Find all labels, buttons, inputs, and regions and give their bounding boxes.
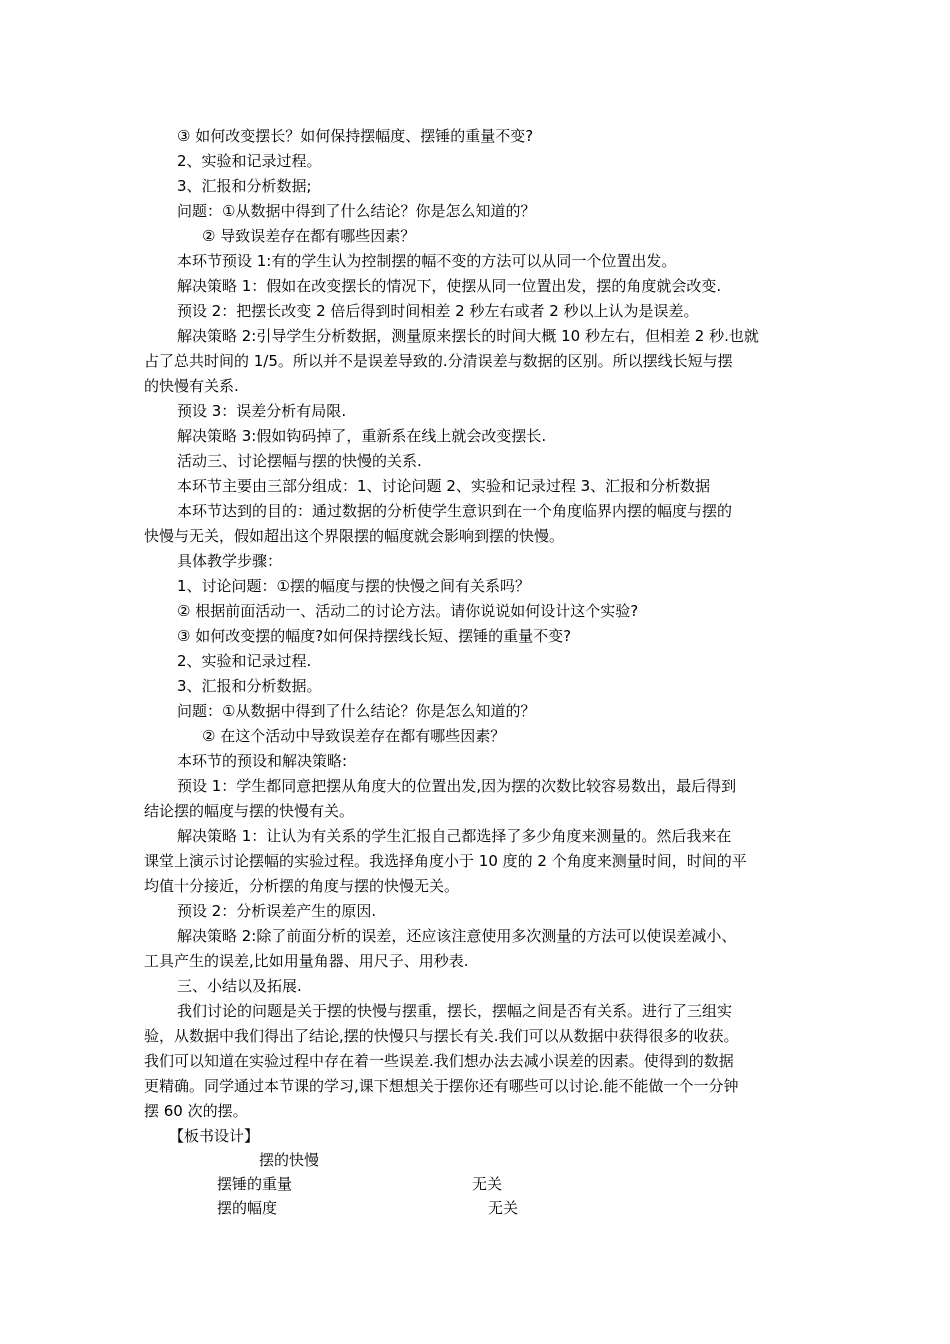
text-line: 预设 2：把摆长改变 2 倍后得到时间相差 2 秒左右或者 2 秒以上认为是误差。 [177, 302, 699, 320]
text-line: 摆 60 次的摆。 [144, 1102, 248, 1120]
text-line: 工具产生的误差,比如用量角器、用尺子、用秒表. [144, 952, 469, 970]
text-line: 快慢与无关，假如超出这个界限摆的幅度就会影响到摆的快慢。 [144, 527, 565, 545]
text-line: ② 导致误差存在都有哪些因素？ [202, 227, 416, 245]
text-line: ③ 如何改变摆的幅度?如何保持摆线长短、摆锤的重量不变? [177, 627, 572, 645]
text-line: 问题：①从数据中得到了什么结论？你是怎么知道的？ [177, 702, 536, 720]
text-line: 三、小结以及拓展. [177, 977, 302, 995]
text-line: 我们可以知道在实验过程中存在着一些误差.我们想办法去减小误差的因素。使得到的数据 [144, 1052, 734, 1070]
text-line: 2、实验和记录过程. [177, 652, 312, 670]
board-row-factor: 摆锤的重量 [217, 1175, 293, 1193]
text-line: 解决策略 1：让认为有关系的学生汇报自己都选择了多少角度来测量的。然后我来在 [177, 827, 732, 845]
text-line: 预设 1：学生都同意把摆从角度大的位置出发,因为摆的次数比较容易数出，最后得到 [177, 777, 737, 795]
text-line: 解决策略 3:假如钩码掉了，重新系在线上就会改变摆长. [177, 427, 547, 445]
text-line: 本环节达到的目的：通过数据的分析使学生意识到在一个角度临界内摆的幅度与摆的 [177, 502, 733, 520]
text-line: 本环节的预设和解决策略: [177, 752, 348, 770]
text-line: 均值十分接近，分析摆的角度与摆的快慢无关。 [144, 877, 460, 895]
text-line: 解决策略 1：假如在改变摆长的情况下，使摆从同一位置出发，摆的角度就会改变. [177, 277, 722, 295]
text-line: 我们讨论的问题是关于摆的快慢与摆重，摆长，摆幅之间是否有关系。进行了三组实 [177, 1002, 733, 1020]
board-row-result: 无关 [488, 1199, 519, 1217]
text-line: 课堂上演示讨论摆幅的实验过程。我选择角度小于 10 度的 2 个角度来测量时间，时间的平 [144, 852, 747, 870]
text-line: 预设 3：误差分析有局限. [177, 402, 347, 420]
text-line: 占了总共时间的 1/5。所以并不是误差导致的.分清误差与数据的区别。所以摆线长短与摆 [144, 352, 733, 370]
board-row-result: 无关 [472, 1175, 503, 1193]
text-line: 本环节主要由三部分组成：1、讨论问题 2、实验和记录过程 3、汇报和分析数据 [177, 477, 711, 495]
text-line: 问题：①从数据中得到了什么结论？你是怎么知道的？ [177, 202, 536, 220]
text-line: 更精确。同学通过本节课的学习,课下想想关于摆你还有哪些可以讨论.能不能做一个一分钟 [144, 1077, 739, 1095]
text-line: 1、讨论问题：①摆的幅度与摆的快慢之间有关系吗？ [177, 577, 530, 595]
text-line: 的快慢有关系. [144, 377, 239, 395]
text-line: 3、汇报和分析数据; [177, 177, 312, 195]
text-line: 活动三、讨论摆幅与摆的快慢的关系. [177, 452, 422, 470]
text-line: 验，从数据中我们得出了结论,摆的快慢只与摆长有关.我们可以从数据中获得很多的收获。 [144, 1027, 739, 1045]
text-line: 本环节预设 1:有的学生认为控制摆的幅不变的方法可以从同一个位置出发。 [177, 252, 677, 270]
board-title: 摆的快慢 [259, 1151, 320, 1169]
text-line: ② 在这个活动中导致误差存在都有哪些因素？ [202, 727, 506, 745]
board-row-factor: 摆的幅度 [217, 1199, 278, 1217]
text-line: 结论摆的幅度与摆的快慢有关。 [144, 802, 355, 820]
text-line: 解决策略 2:引导学生分析数据，测量原来摆长的时间大概 10 秒左右，但相差 2 秒.也就 [177, 327, 759, 345]
text-line: 预设 2：分析误差产生的原因. [177, 902, 377, 920]
board-heading: 【板书设计】 [169, 1127, 260, 1145]
text-line: 具体教学步骤： [177, 552, 283, 570]
text-line: 解决策略 2:除了前面分析的误差，还应该注意使用多次测量的方法可以使误差减小、 [177, 927, 737, 945]
text-line: 2、实验和记录过程。 [177, 152, 322, 170]
text-line: ③ 如何改变摆长？如何保持摆幅度、摆锤的重量不变? [177, 127, 534, 145]
text-line: ② 根据前面活动一、活动二的讨论方法。请你说说如何设计这个实验? [177, 602, 639, 620]
text-line: 3、汇报和分析数据。 [177, 677, 322, 695]
